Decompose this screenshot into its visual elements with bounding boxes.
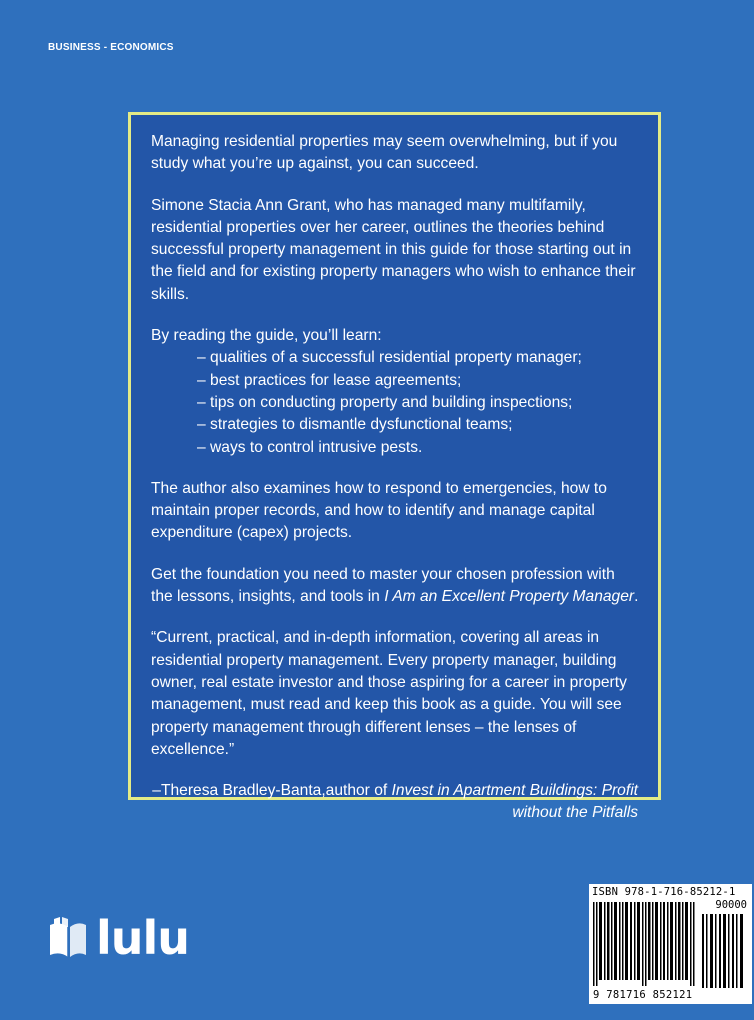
attribution-book: Invest in Apartment Buildings: Profit without the Pitfalls — [391, 782, 638, 822]
testimonial-attribution — [151, 780, 640, 825]
learn-list — [151, 347, 640, 458]
foundation-text: Get the foundation you need to master your chosen profession with the lessons, insights, and tools in — [151, 565, 615, 606]
barcode-bars — [593, 902, 697, 986]
price-code: 90000 — [715, 899, 747, 911]
testimonial-quote: “Current, practical, and in-depth information, covering all areas in residential property management. Every property manager, building owner, real estate investor and those aspiring for a career in property management, must read and keep this book as a guide. You will see property management through different lenses – the lenses of excellence.” — [151, 629, 627, 758]
barcode-digits: 9 781716 852121 — [593, 989, 693, 1001]
foundation-paragraph — [151, 564, 640, 609]
price-barcode-bars — [702, 914, 746, 988]
also-paragraph: The author also examines how to respond to emergencies, how to maintain proper records, and how to identify and manage capital expenditure (capex) projects. — [151, 479, 607, 542]
publisher-logo — [46, 911, 190, 965]
learn-item: – best practices for lease agreements; — [197, 370, 640, 392]
learn-item: – qualities of a successful residential property manager; — [197, 347, 640, 369]
foundation-end: . — [634, 588, 639, 606]
learn-item: – ways to control intrusive pests. — [197, 437, 640, 459]
book-title: I Am an Excellent Property Manager — [384, 588, 635, 606]
intro-paragraph: Managing residential properties may seem overwhelming, but if you study what you’re up against, you can succeed. — [151, 133, 618, 173]
isbn-label: ISBN 978-1-716-85212-1 — [592, 886, 736, 898]
about-paragraph: Simone Stacia Ann Grant, who has managed many multifamily, residential properties over her career, outlines the theories behind successful property management in this guide for those starting out in the field and for existing property managers who wish to enhance their skills. — [151, 196, 636, 303]
learn-item: – tips on conducting property and building inspections; — [197, 392, 640, 414]
category-label: BUSINESS - ECONOMICS — [48, 42, 174, 53]
publisher-name: lulu — [96, 911, 190, 965]
book-icon — [46, 915, 90, 961]
isbn-barcode — [589, 884, 752, 1004]
learn-intro: By reading the guide, you’ll learn: — [151, 327, 382, 345]
learn-item: – strategies to dismantle dysfunctional teams; — [197, 414, 640, 436]
description-panel — [128, 112, 661, 822]
attribution-name: –Theresa Bradley-Banta,author of — [152, 782, 392, 800]
